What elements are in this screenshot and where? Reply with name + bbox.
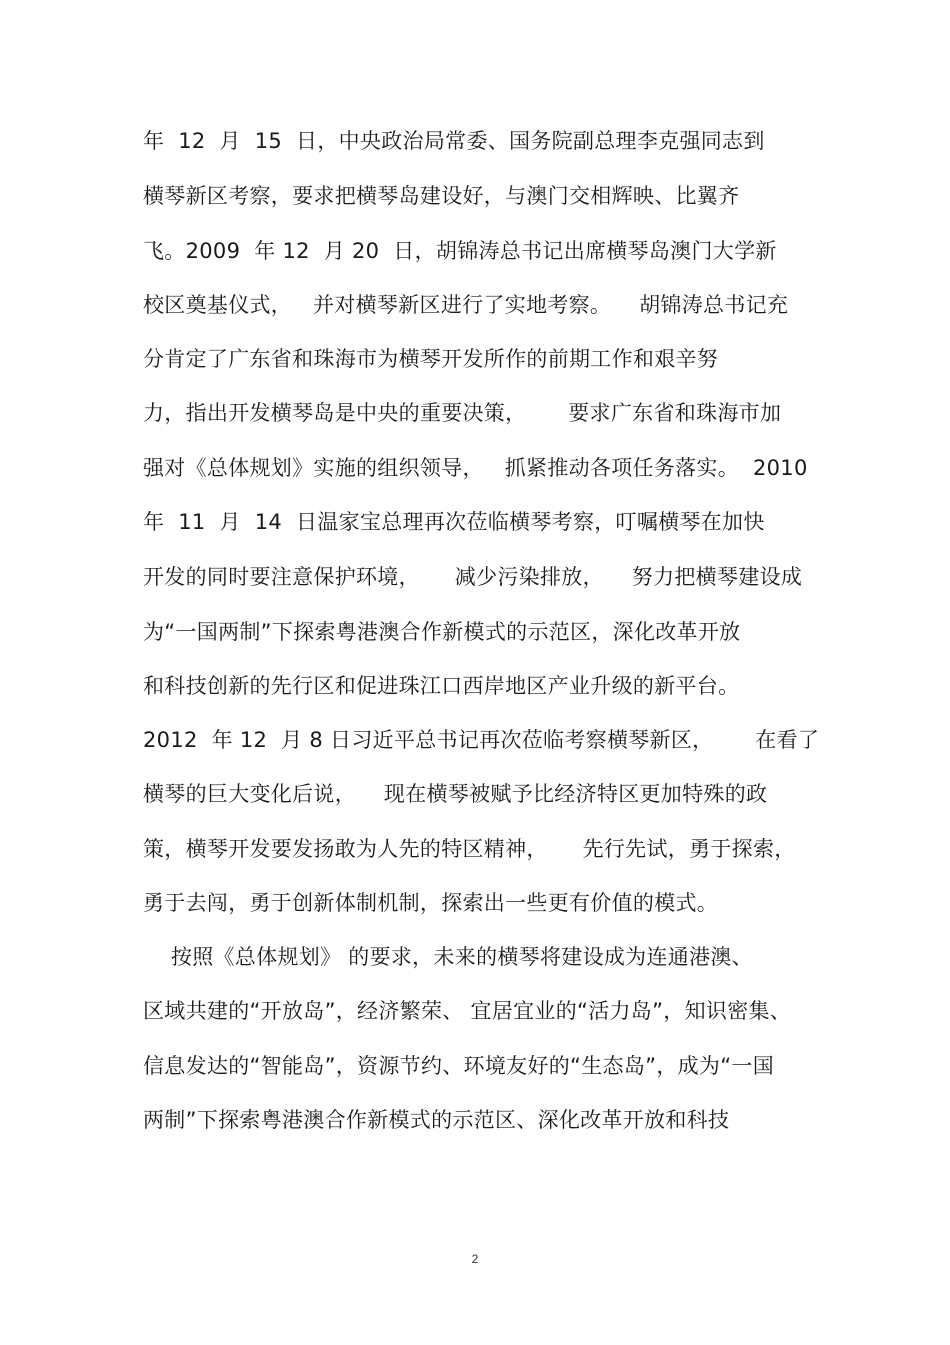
text-line: 开发的同时要注意保护环境， 减少污染排放， 努力把横琴建设成: [143, 565, 803, 589]
text-line: 勇于去闯，勇于创新体制机制，探索出一些更有价值的模式。: [143, 891, 719, 915]
text-line: 年 11 月 14 日温家宝总理再次莅临横琴考察，叮嘱横琴在加快: [143, 510, 765, 534]
text-line: 和科技创新的先行区和促进珠江口西岸地区产业升级的新平台。: [143, 674, 740, 698]
text-line: 2012 年 12 月 8 日习近平总书记再次莅临考察横琴新区， 在看了: [143, 728, 820, 752]
text-line: 信息发达的“智能岛”，资源节约、环境友好的“生态岛”，成为“一国: [143, 1054, 774, 1078]
page-number: 2: [471, 1252, 479, 1266]
text-line: 横琴的巨大变化后说， 现在横琴被赋予比经济特区更加特殊的政: [143, 782, 768, 806]
text-line: 飞。2009 年 12 月 20 日，胡锦涛总书记出席横琴岛澳门大学新: [143, 239, 777, 263]
text-line: 横琴新区考察，要求把横琴岛建设好，与澳门交相辉映、比翼齐: [143, 184, 740, 208]
text-line: 区域共建的“开放岛”，经济繁荣、 宜居宜业的“活力岛”，知识密集、: [143, 999, 792, 1023]
text-line: 分肯定了广东省和珠海市为横琴开发所作的前期工作和艰辛努: [143, 347, 719, 371]
text-line: 年 12 月 15 日，中央政治局常委、国务院副总理李克强同志到: [143, 129, 765, 153]
text-line: 两制”下探索粤港澳合作新模式的示范区、深化改革开放和科技: [143, 1108, 730, 1132]
text-line: 校区奠基仪式， 并对横琴新区进行了实地考察。 胡锦涛总书记充: [143, 293, 789, 317]
text-line: 策，横琴开发要发扬敢为人先的特区精神， 先行先试，勇于探索，: [143, 837, 796, 861]
text-line: 力，指出开发横琴岛是中央的重要决策， 要求广东省和珠海市加: [143, 401, 782, 425]
text-line: 强对《总体规划》实施的组织领导， 抓紧推动各项任务落实。 2010: [143, 456, 808, 480]
text-line: 按照《总体规划》 的要求，未来的横琴将建设成为连通港澳、: [143, 945, 753, 969]
text-line: 为“一国两制”下探索粤港澳合作新模式的示范区，深化改革开放: [143, 620, 741, 644]
